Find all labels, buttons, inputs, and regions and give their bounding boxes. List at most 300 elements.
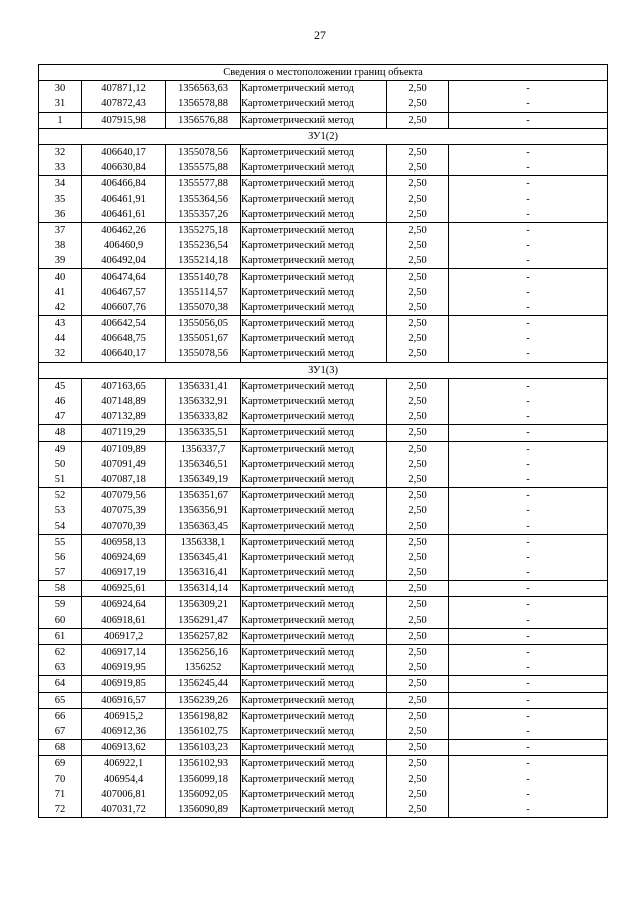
note-cell: - [449, 692, 608, 708]
accuracy-cell: 2,50 [387, 613, 449, 629]
coord-x-cell: 407915,98 [82, 112, 166, 128]
note-cell: - [449, 285, 608, 300]
point-number-cell: 66 [39, 708, 82, 724]
method-cell: Картометрический метод [241, 316, 387, 332]
note-cell: - [449, 660, 608, 676]
method-cell: Картометрический метод [241, 144, 387, 160]
note-cell: - [449, 644, 608, 660]
coord-x-cell: 407163,65 [82, 378, 166, 394]
point-number-cell: 32 [39, 144, 82, 160]
accuracy-cell: 2,50 [387, 160, 449, 176]
coord-y-cell: 1356099,18 [166, 771, 241, 786]
point-number-cell: 38 [39, 238, 82, 253]
coord-x-cell: 407087,18 [82, 472, 166, 488]
point-number-cell: 1 [39, 112, 82, 128]
coord-x-cell: 406648,75 [82, 331, 166, 346]
table-row [39, 378, 608, 394]
table-row [39, 518, 608, 534]
note-cell: - [449, 207, 608, 223]
method-cell: Картометрический метод [241, 207, 387, 223]
coord-y-cell: 1356331,41 [166, 378, 241, 394]
table-row [39, 457, 608, 472]
section-header: ЗУ1(2) [39, 128, 608, 144]
table-row [39, 253, 608, 269]
coord-x-cell: 406919,95 [82, 660, 166, 676]
note-cell: - [449, 565, 608, 581]
accuracy-cell: 2,50 [387, 269, 449, 285]
point-number-cell: 36 [39, 207, 82, 223]
method-cell: Картометрический метод [241, 285, 387, 300]
note-cell: - [449, 503, 608, 518]
method-cell: Картометрический метод [241, 724, 387, 740]
point-number-cell: 69 [39, 756, 82, 772]
method-cell: Картометрический метод [241, 503, 387, 518]
table-row [39, 708, 608, 724]
coord-x-cell: 406640,17 [82, 144, 166, 160]
table-title: Сведения о местоположении границ объекта [39, 65, 608, 81]
method-cell: Картометрический метод [241, 534, 387, 550]
method-cell: Картометрический метод [241, 660, 387, 676]
method-cell: Картометрический метод [241, 394, 387, 409]
note-cell: - [449, 787, 608, 802]
method-cell: Картометрический метод [241, 802, 387, 818]
method-cell: Картометрический метод [241, 708, 387, 724]
accuracy-cell: 2,50 [387, 771, 449, 786]
table-row [39, 597, 608, 613]
coord-y-cell: 1356335,51 [166, 425, 241, 441]
method-cell: Картометрический метод [241, 409, 387, 425]
coord-y-cell: 1356256,16 [166, 644, 241, 660]
coord-y-cell: 1356363,45 [166, 518, 241, 534]
accuracy-cell: 2,50 [387, 787, 449, 802]
accuracy-cell: 2,50 [387, 425, 449, 441]
method-cell: Картометрический метод [241, 346, 387, 362]
table-row [39, 300, 608, 316]
coord-y-cell: 1356102,75 [166, 724, 241, 740]
table-row [39, 676, 608, 692]
page-number: 27 [314, 28, 326, 42]
table-row [39, 534, 608, 550]
point-number-cell: 65 [39, 692, 82, 708]
table-row [39, 441, 608, 457]
coord-x-cell: 407070,39 [82, 518, 166, 534]
point-number-cell: 67 [39, 724, 82, 740]
note-cell: - [449, 676, 608, 692]
point-number-cell: 49 [39, 441, 82, 457]
accuracy-cell: 2,50 [387, 378, 449, 394]
coord-x-cell: 406924,64 [82, 597, 166, 613]
coord-x-cell: 406919,85 [82, 676, 166, 692]
coord-x-cell: 406492,04 [82, 253, 166, 269]
coord-x-cell: 406474,64 [82, 269, 166, 285]
table-row [39, 176, 608, 192]
point-number-cell: 45 [39, 378, 82, 394]
coord-y-cell: 1356257,82 [166, 628, 241, 644]
accuracy-cell: 2,50 [387, 300, 449, 316]
method-cell: Картометрический метод [241, 581, 387, 597]
accuracy-cell: 2,50 [387, 441, 449, 457]
accuracy-cell: 2,50 [387, 660, 449, 676]
table-row [39, 222, 608, 238]
point-number-cell: 62 [39, 644, 82, 660]
method-cell: Картометрический метод [241, 81, 387, 97]
point-number-cell: 44 [39, 331, 82, 346]
coord-y-cell: 1356338,1 [166, 534, 241, 550]
accuracy-cell: 2,50 [387, 238, 449, 253]
note-cell: - [449, 81, 608, 97]
coord-y-cell: 1356092,05 [166, 787, 241, 802]
note-cell: - [449, 316, 608, 332]
table-row [39, 81, 608, 97]
point-number-cell: 43 [39, 316, 82, 332]
accuracy-cell: 2,50 [387, 81, 449, 97]
coord-x-cell: 406461,61 [82, 207, 166, 223]
coord-y-cell: 1356337,7 [166, 441, 241, 457]
note-cell: - [449, 597, 608, 613]
coord-y-cell: 1355357,26 [166, 207, 241, 223]
section-header: ЗУ1(3) [39, 362, 608, 378]
accuracy-cell: 2,50 [387, 676, 449, 692]
table-row [39, 207, 608, 223]
table-row [39, 316, 608, 332]
point-number-cell: 46 [39, 394, 82, 409]
point-number-cell: 53 [39, 503, 82, 518]
table-row [39, 144, 608, 160]
accuracy-cell: 2,50 [387, 192, 449, 207]
method-cell: Картометрический метод [241, 472, 387, 488]
accuracy-cell: 2,50 [387, 628, 449, 644]
coord-x-cell: 406958,13 [82, 534, 166, 550]
method-cell: Картометрический метод [241, 740, 387, 756]
table-row [39, 628, 608, 644]
table-row [39, 644, 608, 660]
method-cell: Картометрический метод [241, 176, 387, 192]
table-row [39, 740, 608, 756]
table-row [39, 192, 608, 207]
coord-x-cell: 406918,61 [82, 613, 166, 629]
accuracy-cell: 2,50 [387, 756, 449, 772]
accuracy-cell: 2,50 [387, 550, 449, 565]
table-row [39, 472, 608, 488]
coord-y-cell: 1356314,14 [166, 581, 241, 597]
point-number-cell: 72 [39, 802, 82, 818]
method-cell: Картометрический метод [241, 692, 387, 708]
note-cell: - [449, 740, 608, 756]
note-cell: - [449, 238, 608, 253]
method-cell: Картометрический метод [241, 378, 387, 394]
point-number-cell: 33 [39, 160, 82, 176]
coord-y-cell: 1355275,18 [166, 222, 241, 238]
table-row [39, 331, 608, 346]
method-cell: Картометрический метод [241, 192, 387, 207]
accuracy-cell: 2,50 [387, 316, 449, 332]
method-cell: Картометрический метод [241, 300, 387, 316]
table-row [39, 756, 608, 772]
method-cell: Картометрический метод [241, 425, 387, 441]
coord-y-cell: 1356309,21 [166, 597, 241, 613]
coord-y-cell: 1355214,18 [166, 253, 241, 269]
table-row [39, 285, 608, 300]
method-cell: Картометрический метод [241, 441, 387, 457]
table-row [39, 802, 608, 818]
method-cell: Картометрический метод [241, 628, 387, 644]
coord-x-cell: 406922,1 [82, 756, 166, 772]
table-row [39, 394, 608, 409]
method-cell: Картометрический метод [241, 488, 387, 504]
method-cell: Картометрический метод [241, 597, 387, 613]
method-cell: Картометрический метод [241, 787, 387, 802]
coord-y-cell: 1356252 [166, 660, 241, 676]
point-number-cell: 63 [39, 660, 82, 676]
table-row [39, 488, 608, 504]
note-cell: - [449, 518, 608, 534]
method-cell: Картометрический метод [241, 771, 387, 786]
coord-x-cell: 406461,91 [82, 192, 166, 207]
coord-y-cell: 1356316,41 [166, 565, 241, 581]
note-cell: - [449, 488, 608, 504]
accuracy-cell: 2,50 [387, 740, 449, 756]
point-number-cell: 39 [39, 253, 82, 269]
method-cell: Картометрический метод [241, 112, 387, 128]
coord-y-cell: 1356102,93 [166, 756, 241, 772]
note-cell: - [449, 581, 608, 597]
coord-x-cell: 406916,57 [82, 692, 166, 708]
coord-y-cell: 1355078,56 [166, 144, 241, 160]
point-number-cell: 60 [39, 613, 82, 629]
accuracy-cell: 2,50 [387, 581, 449, 597]
coord-y-cell: 1356198,82 [166, 708, 241, 724]
table-row [39, 346, 608, 362]
note-cell: - [449, 409, 608, 425]
accuracy-cell: 2,50 [387, 112, 449, 128]
method-cell: Картометрический метод [241, 238, 387, 253]
point-number-cell: 59 [39, 597, 82, 613]
accuracy-cell: 2,50 [387, 534, 449, 550]
note-cell: - [449, 708, 608, 724]
coord-x-cell: 406640,17 [82, 346, 166, 362]
coord-x-cell: 406466,84 [82, 176, 166, 192]
coord-x-cell: 407006,81 [82, 787, 166, 802]
accuracy-cell: 2,50 [387, 285, 449, 300]
accuracy-cell: 2,50 [387, 518, 449, 534]
note-cell: - [449, 613, 608, 629]
point-number-cell: 57 [39, 565, 82, 581]
coord-y-cell: 1356103,23 [166, 740, 241, 756]
method-cell: Картометрический метод [241, 331, 387, 346]
note-cell: - [449, 160, 608, 176]
point-number-cell: 61 [39, 628, 82, 644]
accuracy-cell: 2,50 [387, 346, 449, 362]
coord-y-cell: 1356345,41 [166, 550, 241, 565]
accuracy-cell: 2,50 [387, 331, 449, 346]
coord-x-cell: 407091,49 [82, 457, 166, 472]
method-cell: Картометрический метод [241, 613, 387, 629]
note-cell: - [449, 425, 608, 441]
accuracy-cell: 2,50 [387, 96, 449, 112]
coord-y-cell: 1356356,91 [166, 503, 241, 518]
accuracy-cell: 2,50 [387, 144, 449, 160]
table-title-row [39, 65, 608, 81]
method-cell: Картометрический метод [241, 565, 387, 581]
table-row [39, 692, 608, 708]
accuracy-cell: 2,50 [387, 724, 449, 740]
method-cell: Картометрический метод [241, 644, 387, 660]
coord-y-cell: 1355364,56 [166, 192, 241, 207]
point-number-cell: 31 [39, 96, 82, 112]
accuracy-cell: 2,50 [387, 708, 449, 724]
coord-x-cell: 406630,84 [82, 160, 166, 176]
coord-x-cell: 407148,89 [82, 394, 166, 409]
accuracy-cell: 2,50 [387, 802, 449, 818]
note-cell: - [449, 269, 608, 285]
coord-y-cell: 1356333,82 [166, 409, 241, 425]
coord-x-cell: 406917,19 [82, 565, 166, 581]
note-cell: - [449, 331, 608, 346]
note-cell: - [449, 771, 608, 786]
coord-x-cell: 406924,69 [82, 550, 166, 565]
coord-x-cell: 407109,89 [82, 441, 166, 457]
coord-x-cell: 407031,72 [82, 802, 166, 818]
point-number-cell: 40 [39, 269, 82, 285]
note-cell: - [449, 144, 608, 160]
coord-x-cell: 406925,61 [82, 581, 166, 597]
table-row [39, 96, 608, 112]
coord-y-cell: 1355140,78 [166, 269, 241, 285]
method-cell: Картометрический метод [241, 518, 387, 534]
method-cell: Картометрический метод [241, 676, 387, 692]
table-row [39, 787, 608, 802]
note-cell: - [449, 222, 608, 238]
coord-y-cell: 1356291,47 [166, 613, 241, 629]
point-number-cell: 48 [39, 425, 82, 441]
note-cell: - [449, 192, 608, 207]
method-cell: Картометрический метод [241, 222, 387, 238]
point-number-cell: 52 [39, 488, 82, 504]
note-cell: - [449, 253, 608, 269]
accuracy-cell: 2,50 [387, 457, 449, 472]
table-row [39, 112, 608, 128]
accuracy-cell: 2,50 [387, 207, 449, 223]
coord-y-cell: 1356346,51 [166, 457, 241, 472]
boundary-coordinates-table [38, 64, 608, 818]
coord-x-cell: 407872,43 [82, 96, 166, 112]
point-number-cell: 64 [39, 676, 82, 692]
coord-x-cell: 406642,54 [82, 316, 166, 332]
method-cell: Картометрический метод [241, 756, 387, 772]
note-cell: - [449, 300, 608, 316]
method-cell: Картометрический метод [241, 550, 387, 565]
point-number-cell: 34 [39, 176, 82, 192]
table-row [39, 550, 608, 565]
point-number-cell: 51 [39, 472, 82, 488]
coord-x-cell: 406912,36 [82, 724, 166, 740]
point-number-cell: 70 [39, 771, 82, 786]
coord-y-cell: 1355078,56 [166, 346, 241, 362]
point-number-cell: 71 [39, 787, 82, 802]
point-number-cell: 50 [39, 457, 82, 472]
coord-x-cell: 406467,57 [82, 285, 166, 300]
table-row [39, 425, 608, 441]
coord-x-cell: 407871,12 [82, 81, 166, 97]
coord-x-cell: 406913,62 [82, 740, 166, 756]
point-number-cell: 37 [39, 222, 82, 238]
section-header-row [39, 362, 608, 378]
point-number-cell: 35 [39, 192, 82, 207]
accuracy-cell: 2,50 [387, 176, 449, 192]
coord-y-cell: 1355577,88 [166, 176, 241, 192]
table-row [39, 565, 608, 581]
point-number-cell: 58 [39, 581, 82, 597]
table-row [39, 503, 608, 518]
note-cell: - [449, 394, 608, 409]
accuracy-cell: 2,50 [387, 692, 449, 708]
coord-x-cell: 406954,4 [82, 771, 166, 786]
coord-x-cell: 407119,29 [82, 425, 166, 441]
note-cell: - [449, 378, 608, 394]
coord-x-cell: 406917,2 [82, 628, 166, 644]
method-cell: Картометрический метод [241, 457, 387, 472]
table-row [39, 160, 608, 176]
note-cell: - [449, 346, 608, 362]
point-number-cell: 30 [39, 81, 82, 97]
note-cell: - [449, 756, 608, 772]
accuracy-cell: 2,50 [387, 503, 449, 518]
coord-y-cell: 1355575,88 [166, 160, 241, 176]
coord-x-cell: 406607,76 [82, 300, 166, 316]
coord-y-cell: 1356349,19 [166, 472, 241, 488]
accuracy-cell: 2,50 [387, 597, 449, 613]
accuracy-cell: 2,50 [387, 394, 449, 409]
note-cell: - [449, 96, 608, 112]
note-cell: - [449, 724, 608, 740]
coord-x-cell: 406460,9 [82, 238, 166, 253]
accuracy-cell: 2,50 [387, 409, 449, 425]
coord-y-cell: 1356563,63 [166, 81, 241, 97]
point-number-cell: 47 [39, 409, 82, 425]
point-number-cell: 55 [39, 534, 82, 550]
accuracy-cell: 2,50 [387, 565, 449, 581]
accuracy-cell: 2,50 [387, 253, 449, 269]
note-cell: - [449, 112, 608, 128]
table-row [39, 269, 608, 285]
accuracy-cell: 2,50 [387, 472, 449, 488]
note-cell: - [449, 176, 608, 192]
point-number-cell: 32 [39, 346, 82, 362]
point-number-cell: 56 [39, 550, 82, 565]
coord-y-cell: 1356332,91 [166, 394, 241, 409]
coord-x-cell: 406915,2 [82, 708, 166, 724]
coord-y-cell: 1356576,88 [166, 112, 241, 128]
note-cell: - [449, 441, 608, 457]
coord-x-cell: 407132,89 [82, 409, 166, 425]
table-row [39, 724, 608, 740]
note-cell: - [449, 802, 608, 818]
note-cell: - [449, 550, 608, 565]
coord-x-cell: 407075,39 [82, 503, 166, 518]
accuracy-cell: 2,50 [387, 222, 449, 238]
method-cell: Картометрический метод [241, 269, 387, 285]
method-cell: Картометрический метод [241, 160, 387, 176]
point-number-cell: 41 [39, 285, 82, 300]
method-cell: Картометрический метод [241, 96, 387, 112]
coord-y-cell: 1355070,38 [166, 300, 241, 316]
coord-y-cell: 1356239,26 [166, 692, 241, 708]
coord-y-cell: 1355056,05 [166, 316, 241, 332]
coord-y-cell: 1355051,67 [166, 331, 241, 346]
note-cell: - [449, 628, 608, 644]
accuracy-cell: 2,50 [387, 488, 449, 504]
coord-x-cell: 407079,56 [82, 488, 166, 504]
